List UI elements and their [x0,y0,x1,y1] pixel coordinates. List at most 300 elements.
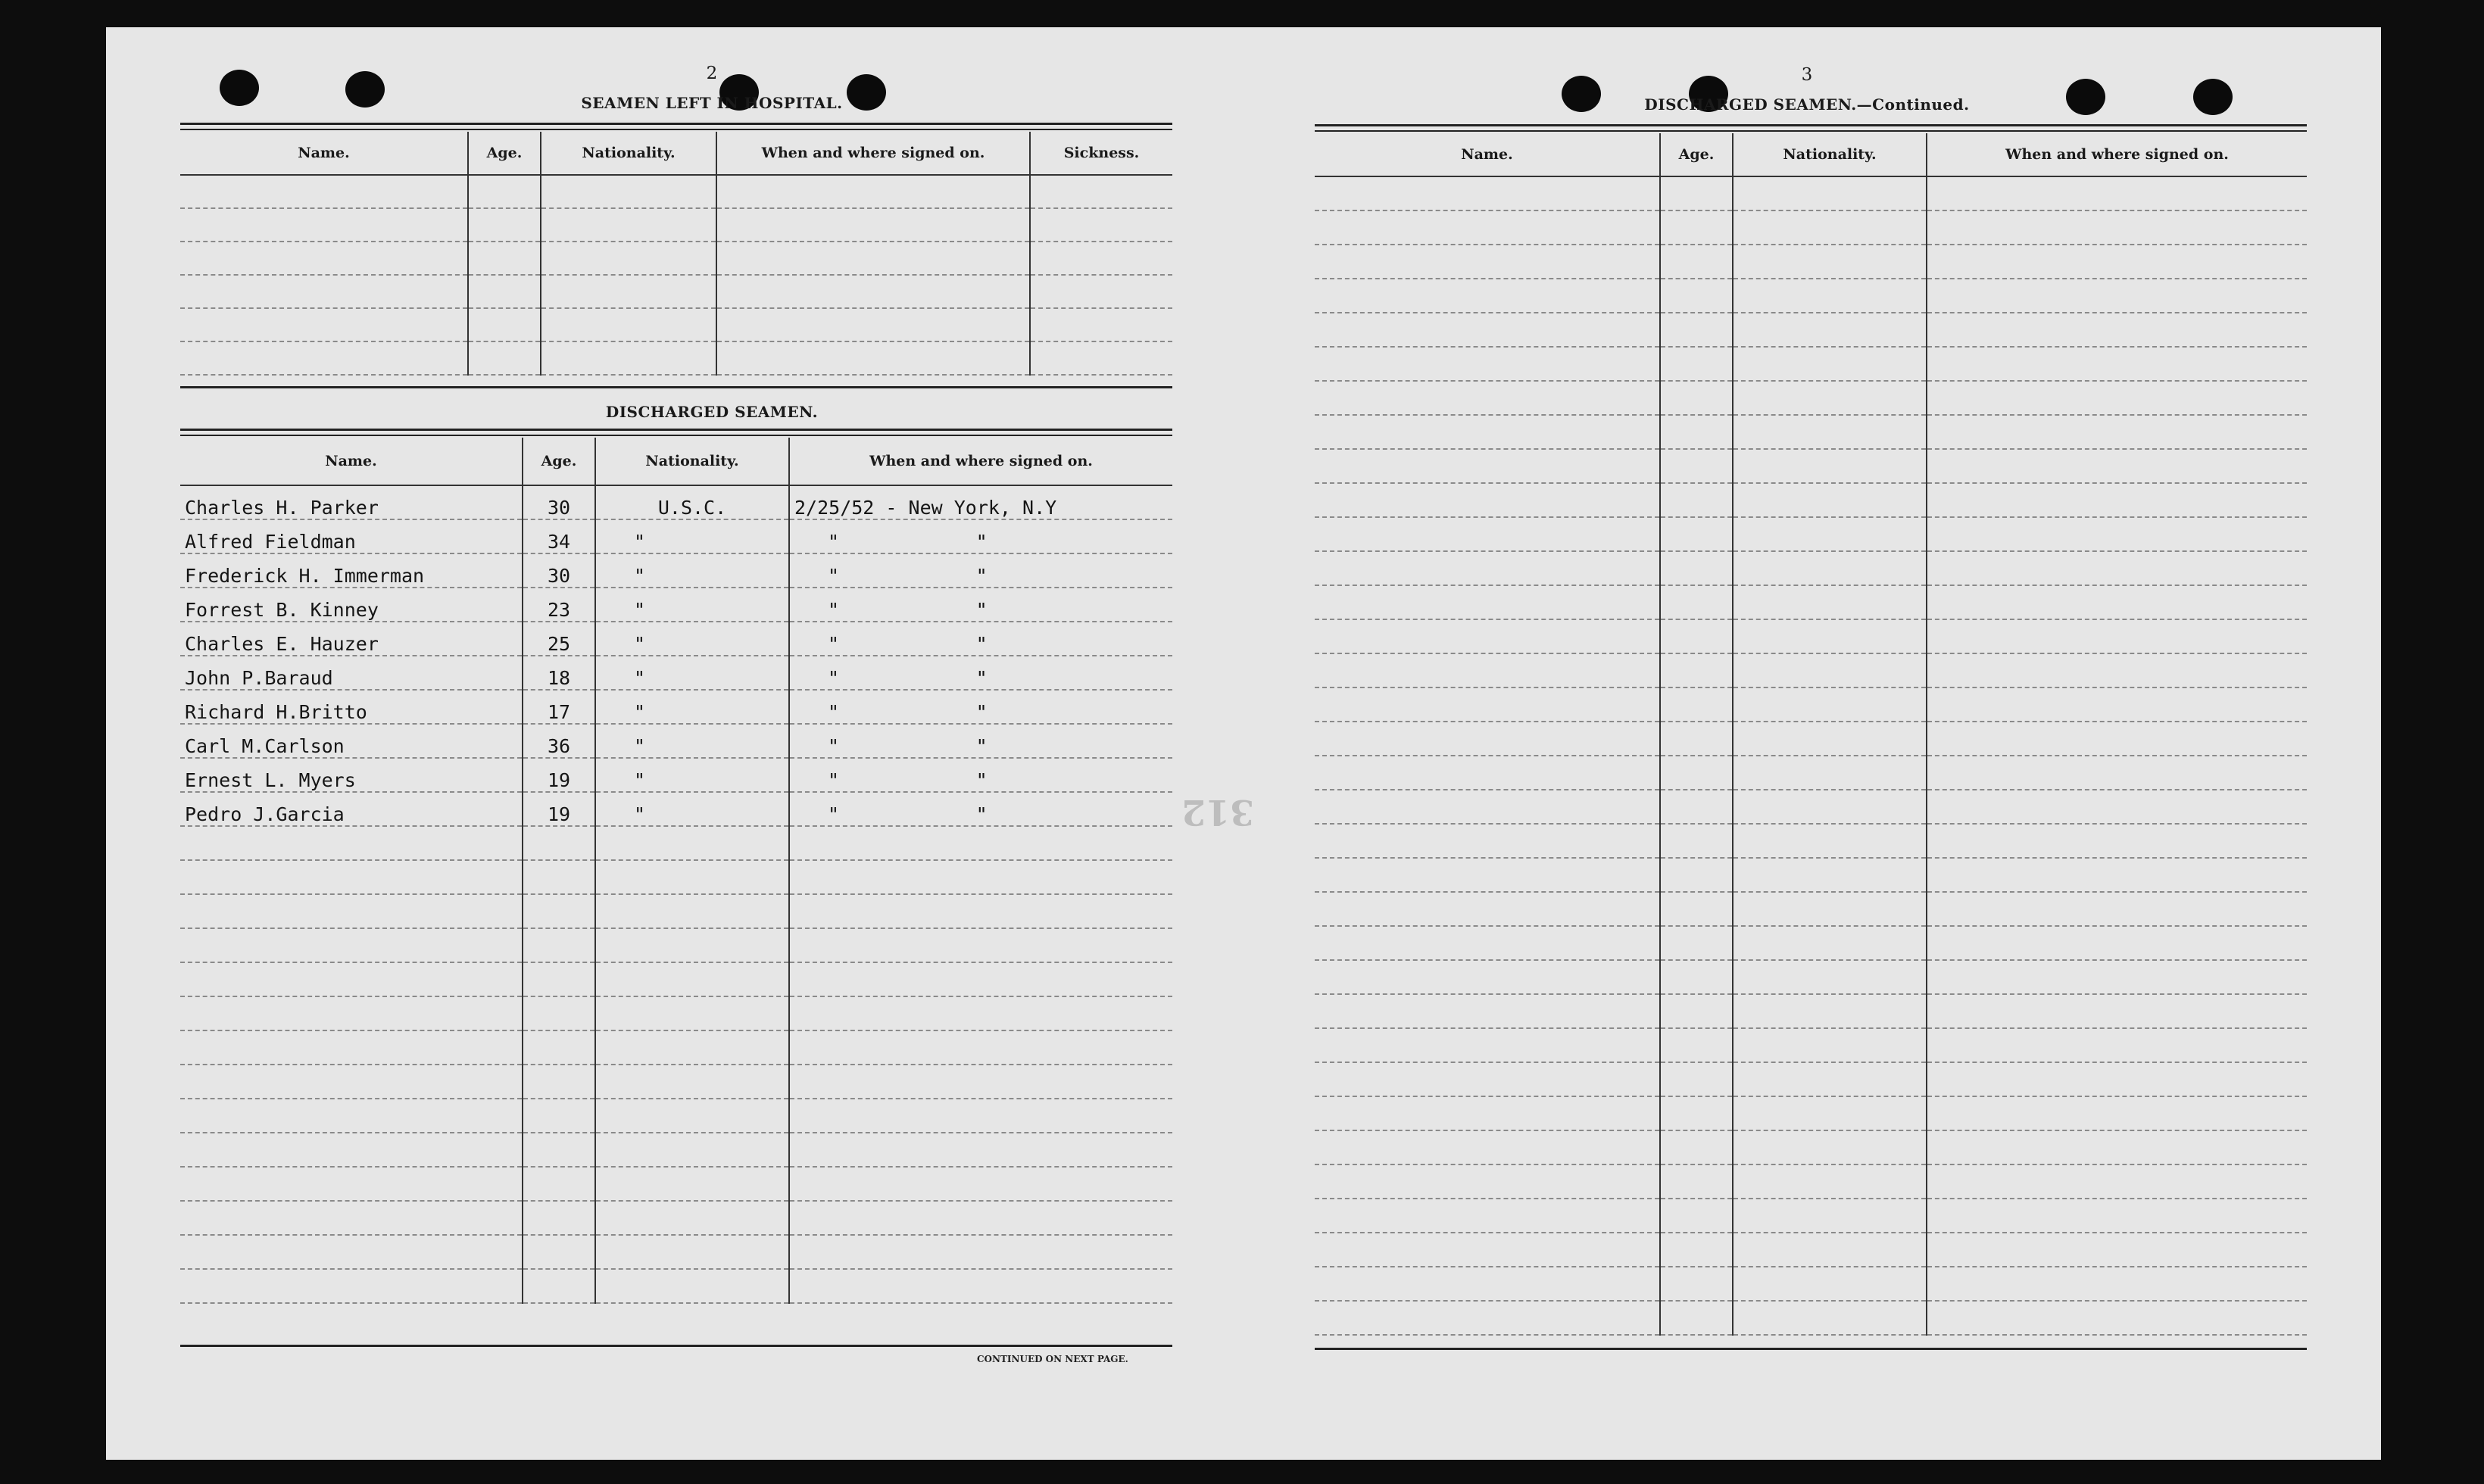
nationality-cell: " [595,588,789,622]
table-row [1315,687,2307,722]
blank-cell [1733,381,1927,415]
blank-cell [1927,1164,2307,1199]
age-cell [523,1133,595,1167]
punch-hole [345,71,385,108]
right-bottom-rule [1315,1348,2307,1350]
table-row [1315,960,2307,994]
blank-cell [1315,1028,1660,1062]
blank-cell [1660,960,1733,994]
table-row [180,656,1172,690]
blank-cell [1660,245,1733,279]
blank-cell [1927,653,2307,687]
blank-cell [1315,551,1660,585]
nationality-cell: " [595,724,789,758]
punch-hole [1562,76,1601,112]
table-row [1315,722,2307,756]
blank-cell [1315,824,1660,858]
blank-cell [1927,892,2307,926]
age-cell: 18 [523,656,595,690]
document-sheet [106,27,2381,1460]
name-cell [180,1099,523,1133]
blank-cell [1660,1233,1733,1267]
table-row [1315,210,2307,245]
blank-cell [1927,449,2307,483]
blank-cell [1927,483,2307,517]
right-page-title: DISCHARGED SEAMEN.—Continued. [1644,95,1970,114]
nationality-cell [595,1099,789,1133]
blank-cell [1733,722,1927,756]
blank-cell [1660,347,1733,381]
age-cell: 23 [523,588,595,622]
table-row [180,208,1172,242]
signed-on-cell: 2/25/52 - New York, N.Y [789,485,1172,519]
signed-on-cell [789,962,1172,996]
blank-cell [1660,858,1733,892]
blank-cell [1315,790,1660,824]
table-row [180,758,1172,792]
blank-cell [1315,279,1660,313]
name-cell [180,826,523,860]
signed-on-cell [789,1269,1172,1303]
name-cell: Pedro J.Garcia [180,792,523,826]
blank-cell [1927,176,2307,210]
signed-on-cell: " " [789,656,1172,690]
blank-cell [1660,653,1733,687]
blank-cell [1660,1164,1733,1199]
signed-on-cell [789,1133,1172,1167]
blank-cell [1660,790,1733,824]
table-row [180,519,1172,553]
table-row [180,724,1172,758]
signed-on-cell: " " [789,622,1172,656]
table-row [1315,790,2307,824]
age-cell: 25 [523,622,595,656]
signed-on-cell [789,1099,1172,1133]
blank-cell [1927,756,2307,790]
table-row [1315,926,2307,960]
blank-cell [1660,176,1733,210]
blank-cell [1315,415,1660,449]
faint-stamp-number: 312 [1181,792,1255,833]
blank-cell [1660,1062,1733,1096]
age-cell [523,860,595,894]
table-row [1315,279,2307,313]
blank-cell [1315,960,1660,994]
blank-cell [1733,1233,1927,1267]
blank-cell [1733,551,1927,585]
signed-on-cell: " " [789,553,1172,588]
table-row [180,1030,1172,1065]
blank-cell [1315,858,1660,892]
table-row [180,553,1172,588]
table-row [1315,1267,2307,1301]
blank-cell [1660,1130,1733,1164]
signed-on-cell [789,860,1172,894]
blank-cell [1660,687,1733,722]
blank-cell [1660,722,1733,756]
table-row [180,1099,1172,1133]
table-row [1315,176,2307,210]
table-row [180,1235,1172,1269]
age-cell [523,1201,595,1235]
name-cell: Carl M.Carlson [180,724,523,758]
column-header-name: Name. [180,438,523,485]
blank-cell [1315,1096,1660,1130]
name-cell: Charles E. Hauzer [180,622,523,656]
column-header-name: Name. [180,132,468,175]
nationality-cell: U.S.C. [595,485,789,519]
blank-cell [1315,722,1660,756]
table-row [180,341,1172,375]
blank-cell [1733,176,1927,210]
blank-cell [1733,1267,1927,1301]
table-row [180,308,1172,341]
nationality-cell: " [595,758,789,792]
blank-cell [1927,824,2307,858]
table-row [1315,619,2307,653]
nationality-cell [595,996,789,1030]
nationality-cell: " [595,622,789,656]
blank-cell [1315,176,1660,210]
table-row [180,1201,1172,1235]
nationality-cell [595,1201,789,1235]
blank-cell [1733,347,1927,381]
age-cell [523,1167,595,1201]
blank-cell [1927,347,2307,381]
punch-hole [220,70,259,106]
name-cell [180,996,523,1030]
signed-on-cell [789,826,1172,860]
name-cell: Richard H.Britto [180,690,523,724]
column-header-age: Age. [1660,133,1733,176]
table-row [1315,1062,2307,1096]
blank-cell [1315,1199,1660,1233]
name-cell: Frederick H. Immerman [180,553,523,588]
column-header-age: Age. [468,132,541,175]
blank-cell [1927,1267,2307,1301]
signed-on-cell [789,1235,1172,1269]
nationality-cell [595,1167,789,1201]
blank-cell [1315,313,1660,347]
nationality-cell [595,826,789,860]
blank-cell [1315,756,1660,790]
blank-cell [1733,960,1927,994]
blank-cell [1927,279,2307,313]
blank-cell [1733,245,1927,279]
right-top-rule [1315,124,2307,126]
nationality-cell [595,928,789,962]
nationality-cell [595,860,789,894]
table-row [1315,1301,2307,1335]
name-cell [180,1030,523,1065]
nationality-cell [595,894,789,928]
age-cell: 34 [523,519,595,553]
column-header-nationality: Nationality. [1733,133,1927,176]
blank-cell [1927,585,2307,619]
blank-cell [1733,415,1927,449]
signed-on-cell: " " [789,792,1172,826]
blank-cell [1315,619,1660,653]
blank-cell [1660,994,1733,1028]
blank-cell [1733,517,1927,551]
table-row [1315,381,2307,415]
hospital-table [180,132,1172,376]
nationality-cell [595,1065,789,1099]
hospital-top-rule [180,123,1172,125]
table-row [1315,415,2307,449]
age-cell [523,1030,595,1065]
signed-on-cell: " " [789,758,1172,792]
blank-cell [1733,1199,1927,1233]
discharged-section-title: DISCHARGED SEAMEN. [605,403,819,421]
discharged-bottom-rule [180,1345,1172,1347]
nationality-cell [595,1235,789,1269]
blank-cell [1315,994,1660,1028]
blank-cell [1927,313,2307,347]
blank-cell [1927,1199,2307,1233]
right-page-number: 3 [1801,65,1813,85]
blank-cell [1927,858,2307,892]
blank-cell [1315,926,1660,960]
table-row [1315,1130,2307,1164]
column-header-nationality: Nationality. [541,132,716,175]
table-row [1315,449,2307,483]
continued-note: CONTINUED ON NEXT PAGE. [977,1354,1128,1364]
blank-cell [1315,517,1660,551]
blank-cell [1315,210,1660,245]
blank-cell [1660,1199,1733,1233]
blank-cell [1927,1233,2307,1267]
name-cell: Alfred Fieldman [180,519,523,553]
age-cell: 17 [523,690,595,724]
name-cell [180,962,523,996]
blank-cell [1660,210,1733,245]
signed-on-cell: " " [789,724,1172,758]
blank-cell [1315,1062,1660,1096]
table-row [1315,517,2307,551]
age-cell: 19 [523,758,595,792]
blank-cell [1315,245,1660,279]
blank-cell [1660,585,1733,619]
signed-on-cell [789,1167,1172,1201]
blank-cell [1733,210,1927,245]
blank-cell [1660,313,1733,347]
blank-cell [1660,1267,1733,1301]
table-row [180,792,1172,826]
age-cell [523,894,595,928]
age-cell: 30 [523,553,595,588]
blank-cell [1733,687,1927,722]
blank-cell [1733,653,1927,687]
blank-cell [1733,1062,1927,1096]
signed-on-cell [789,928,1172,962]
blank-cell [1927,415,2307,449]
name-cell [180,860,523,894]
name-cell: Ernest L. Myers [180,758,523,792]
blank-cell [1733,619,1927,653]
blank-cell [1315,1233,1660,1267]
blank-cell [1315,585,1660,619]
table-row [180,928,1172,962]
blank-cell [1660,1028,1733,1062]
column-header-nationality: Nationality. [595,438,789,485]
table-row [180,826,1172,860]
signed-on-cell [789,1030,1172,1065]
table-row [180,622,1172,656]
table-row [1315,551,2307,585]
table-row [180,1133,1172,1167]
name-cell [180,1133,523,1167]
blank-cell [1927,722,2307,756]
table-row [1315,756,2307,790]
blank-cell [1733,1028,1927,1062]
table-row [180,690,1172,724]
blank-cell [1927,1062,2307,1096]
nationality-cell: " [595,519,789,553]
blank-cell [1733,1301,1927,1335]
blank-cell [1927,1096,2307,1130]
age-cell [523,1099,595,1133]
table-row [1315,994,2307,1028]
discharged-seamen-table [180,438,1172,1304]
blank-cell [1733,824,1927,858]
column-header-signed-on: When and where signed on. [789,438,1172,485]
signed-on-cell [789,996,1172,1030]
name-cell: Forrest B. Kinney [180,588,523,622]
table-row [1315,858,2307,892]
table-row [1315,824,2307,858]
nationality-cell: " [595,792,789,826]
table-row [1315,483,2307,517]
blank-cell [1733,483,1927,517]
nationality-cell: " [595,656,789,690]
blank-cell [1660,1301,1733,1335]
blank-cell [1733,585,1927,619]
blank-cell [1927,994,2307,1028]
blank-cell [1733,313,1927,347]
table-row [1315,1028,2307,1062]
blank-cell [1733,1096,1927,1130]
table-row [180,894,1172,928]
blank-cell [1315,1164,1660,1199]
table-row [180,962,1172,996]
table-row [180,275,1172,308]
blank-cell [1927,926,2307,960]
nationality-cell [595,1269,789,1303]
signed-on-cell [789,894,1172,928]
blank-cell [1927,790,2307,824]
blank-cell [1733,994,1927,1028]
name-cell [180,1269,523,1303]
table-row [1315,313,2307,347]
hospital-top-rule-2 [180,129,1172,130]
punch-hole [2066,79,2105,115]
blank-cell [1733,279,1927,313]
blank-cell [1733,790,1927,824]
right-top-rule-2 [1315,130,2307,132]
punch-hole [2193,79,2233,115]
blank-cell [1927,1301,2307,1335]
blank-cell [1660,1096,1733,1130]
discharged-continued-table [1315,133,2307,1336]
blank-cell [1733,756,1927,790]
blank-cell [1660,449,1733,483]
blank-cell [1733,892,1927,926]
nationality-cell: " [595,690,789,724]
blank-cell [1660,483,1733,517]
blank-cell [1927,381,2307,415]
blank-cell [1315,1301,1660,1335]
nationality-cell [595,1030,789,1065]
table-row [180,996,1172,1030]
name-cell [180,1201,523,1235]
discharged-top-rule-2 [180,435,1172,436]
signed-on-cell: " " [789,690,1172,724]
signed-on-cell [789,1201,1172,1235]
age-cell [523,1235,595,1269]
blank-cell [1315,892,1660,926]
name-cell: Charles H. Parker [180,485,523,519]
blank-cell [1927,687,2307,722]
column-header-name: Name. [1315,133,1660,176]
signed-on-cell [789,1065,1172,1099]
blank-cell [1733,926,1927,960]
blank-cell [1660,619,1733,653]
age-cell [523,1269,595,1303]
blank-cell [1927,1028,2307,1062]
table-row [1315,245,2307,279]
blank-cell [1733,858,1927,892]
blank-cell [1927,1130,2307,1164]
blank-cell [1315,449,1660,483]
table-row [1315,653,2307,687]
blank-cell [1660,756,1733,790]
table-row [180,1167,1172,1201]
blank-cell [1315,381,1660,415]
blank-cell [1660,415,1733,449]
blank-cell [1660,517,1733,551]
blank-cell [1927,517,2307,551]
blank-cell [1315,653,1660,687]
table-row [1315,585,2307,619]
age-cell [523,928,595,962]
blank-cell [1927,245,2307,279]
table-row [1315,1233,2307,1267]
column-header-sickness: Sickness. [1030,132,1172,175]
table-row [180,485,1172,519]
blank-cell [1660,926,1733,960]
name-cell [180,894,523,928]
column-header-age: Age. [523,438,595,485]
blank-cell [1927,619,2307,653]
age-cell [523,826,595,860]
left-page-number: 2 [706,64,718,83]
blank-cell [1660,824,1733,858]
nationality-cell [595,962,789,996]
nationality-cell [595,1133,789,1167]
blank-cell [1927,551,2307,585]
age-cell: 30 [523,485,595,519]
table-row [180,242,1172,275]
table-row [180,1065,1172,1099]
nationality-cell: " [595,553,789,588]
table-row [180,1269,1172,1303]
table-row [180,860,1172,894]
blank-cell [1315,1130,1660,1164]
blank-cell [1315,1267,1660,1301]
table-row [1315,1199,2307,1233]
table-row [1315,892,2307,926]
